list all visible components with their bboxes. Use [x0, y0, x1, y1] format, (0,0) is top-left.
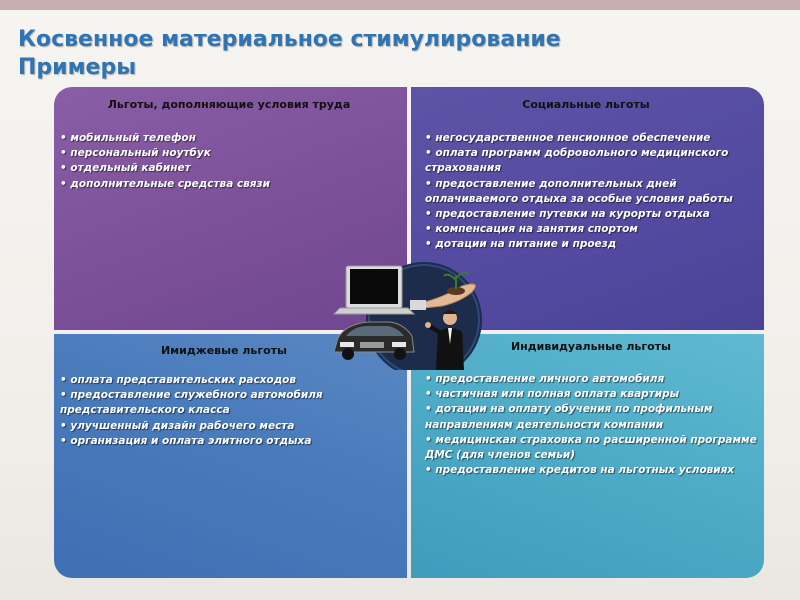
quadrant-heading: Льготы, дополняющие условия труда [107, 98, 351, 111]
list-item: • дотации на питание и проезд [425, 237, 759, 252]
list-item: • частичная или полная оплата квартиры [425, 387, 759, 402]
list-item: • оплата программ добровольного медицинского страхования [425, 146, 759, 176]
list-item: • предоставление кредитов на льготных условиях [425, 463, 759, 478]
benefit-list [60, 373, 390, 449]
list-item: • предоставление служебного автомобиля представительского класса [60, 388, 390, 418]
list-item: • негосударственное пенсионное обеспечение [425, 131, 759, 146]
quadrant-heading: Индивидуальные льготы [510, 340, 672, 353]
quadrant-heading: Имиджевые льготы [160, 344, 288, 357]
title-line-2: Примеры [18, 55, 137, 80]
list-item: • предоставление путевки на курорты отдыха [425, 207, 759, 222]
list-item: • улучшенный дизайн рабочего места [60, 419, 390, 434]
list-item: • компенсация на занятия спортом [425, 222, 759, 237]
list-item: • дотации на оплату обучения по профильным направлениям деятельности компании [425, 402, 759, 432]
quadrant-image [54, 334, 407, 578]
benefit-list [60, 131, 395, 192]
list-item: • дополнительные средства связи [60, 177, 395, 192]
title-line-1: Косвенное материальное стимулирование [18, 27, 561, 52]
list-item: • медицинская страховка по расширенной программе ДМС (для членов семьи) [425, 433, 759, 463]
top-bar [0, 0, 800, 10]
benefit-list [425, 372, 759, 478]
list-item: • отдельный кабинет [60, 161, 395, 176]
list-item: • предоставление личного автомобиля [425, 372, 759, 387]
list-item: • оплата представительских расходов [60, 373, 390, 388]
car-icon [334, 322, 414, 360]
list-item: • предоставление дополнительных дней оплачиваемого отдыха за особые условия работы [425, 177, 759, 207]
center-illustration [332, 258, 482, 370]
slide-title [18, 26, 561, 82]
quadrant-individual [411, 334, 764, 578]
illustration-svg [332, 258, 482, 370]
laptop-icon [334, 266, 414, 314]
benefit-list [425, 131, 759, 253]
list-item: • организация и оплата элитного отдыха [60, 434, 390, 449]
quadrant-heading: Социальные льготы [522, 98, 650, 111]
list-item: • мобильный телефон [60, 131, 395, 146]
list-item: • персональный ноутбук [60, 146, 395, 161]
